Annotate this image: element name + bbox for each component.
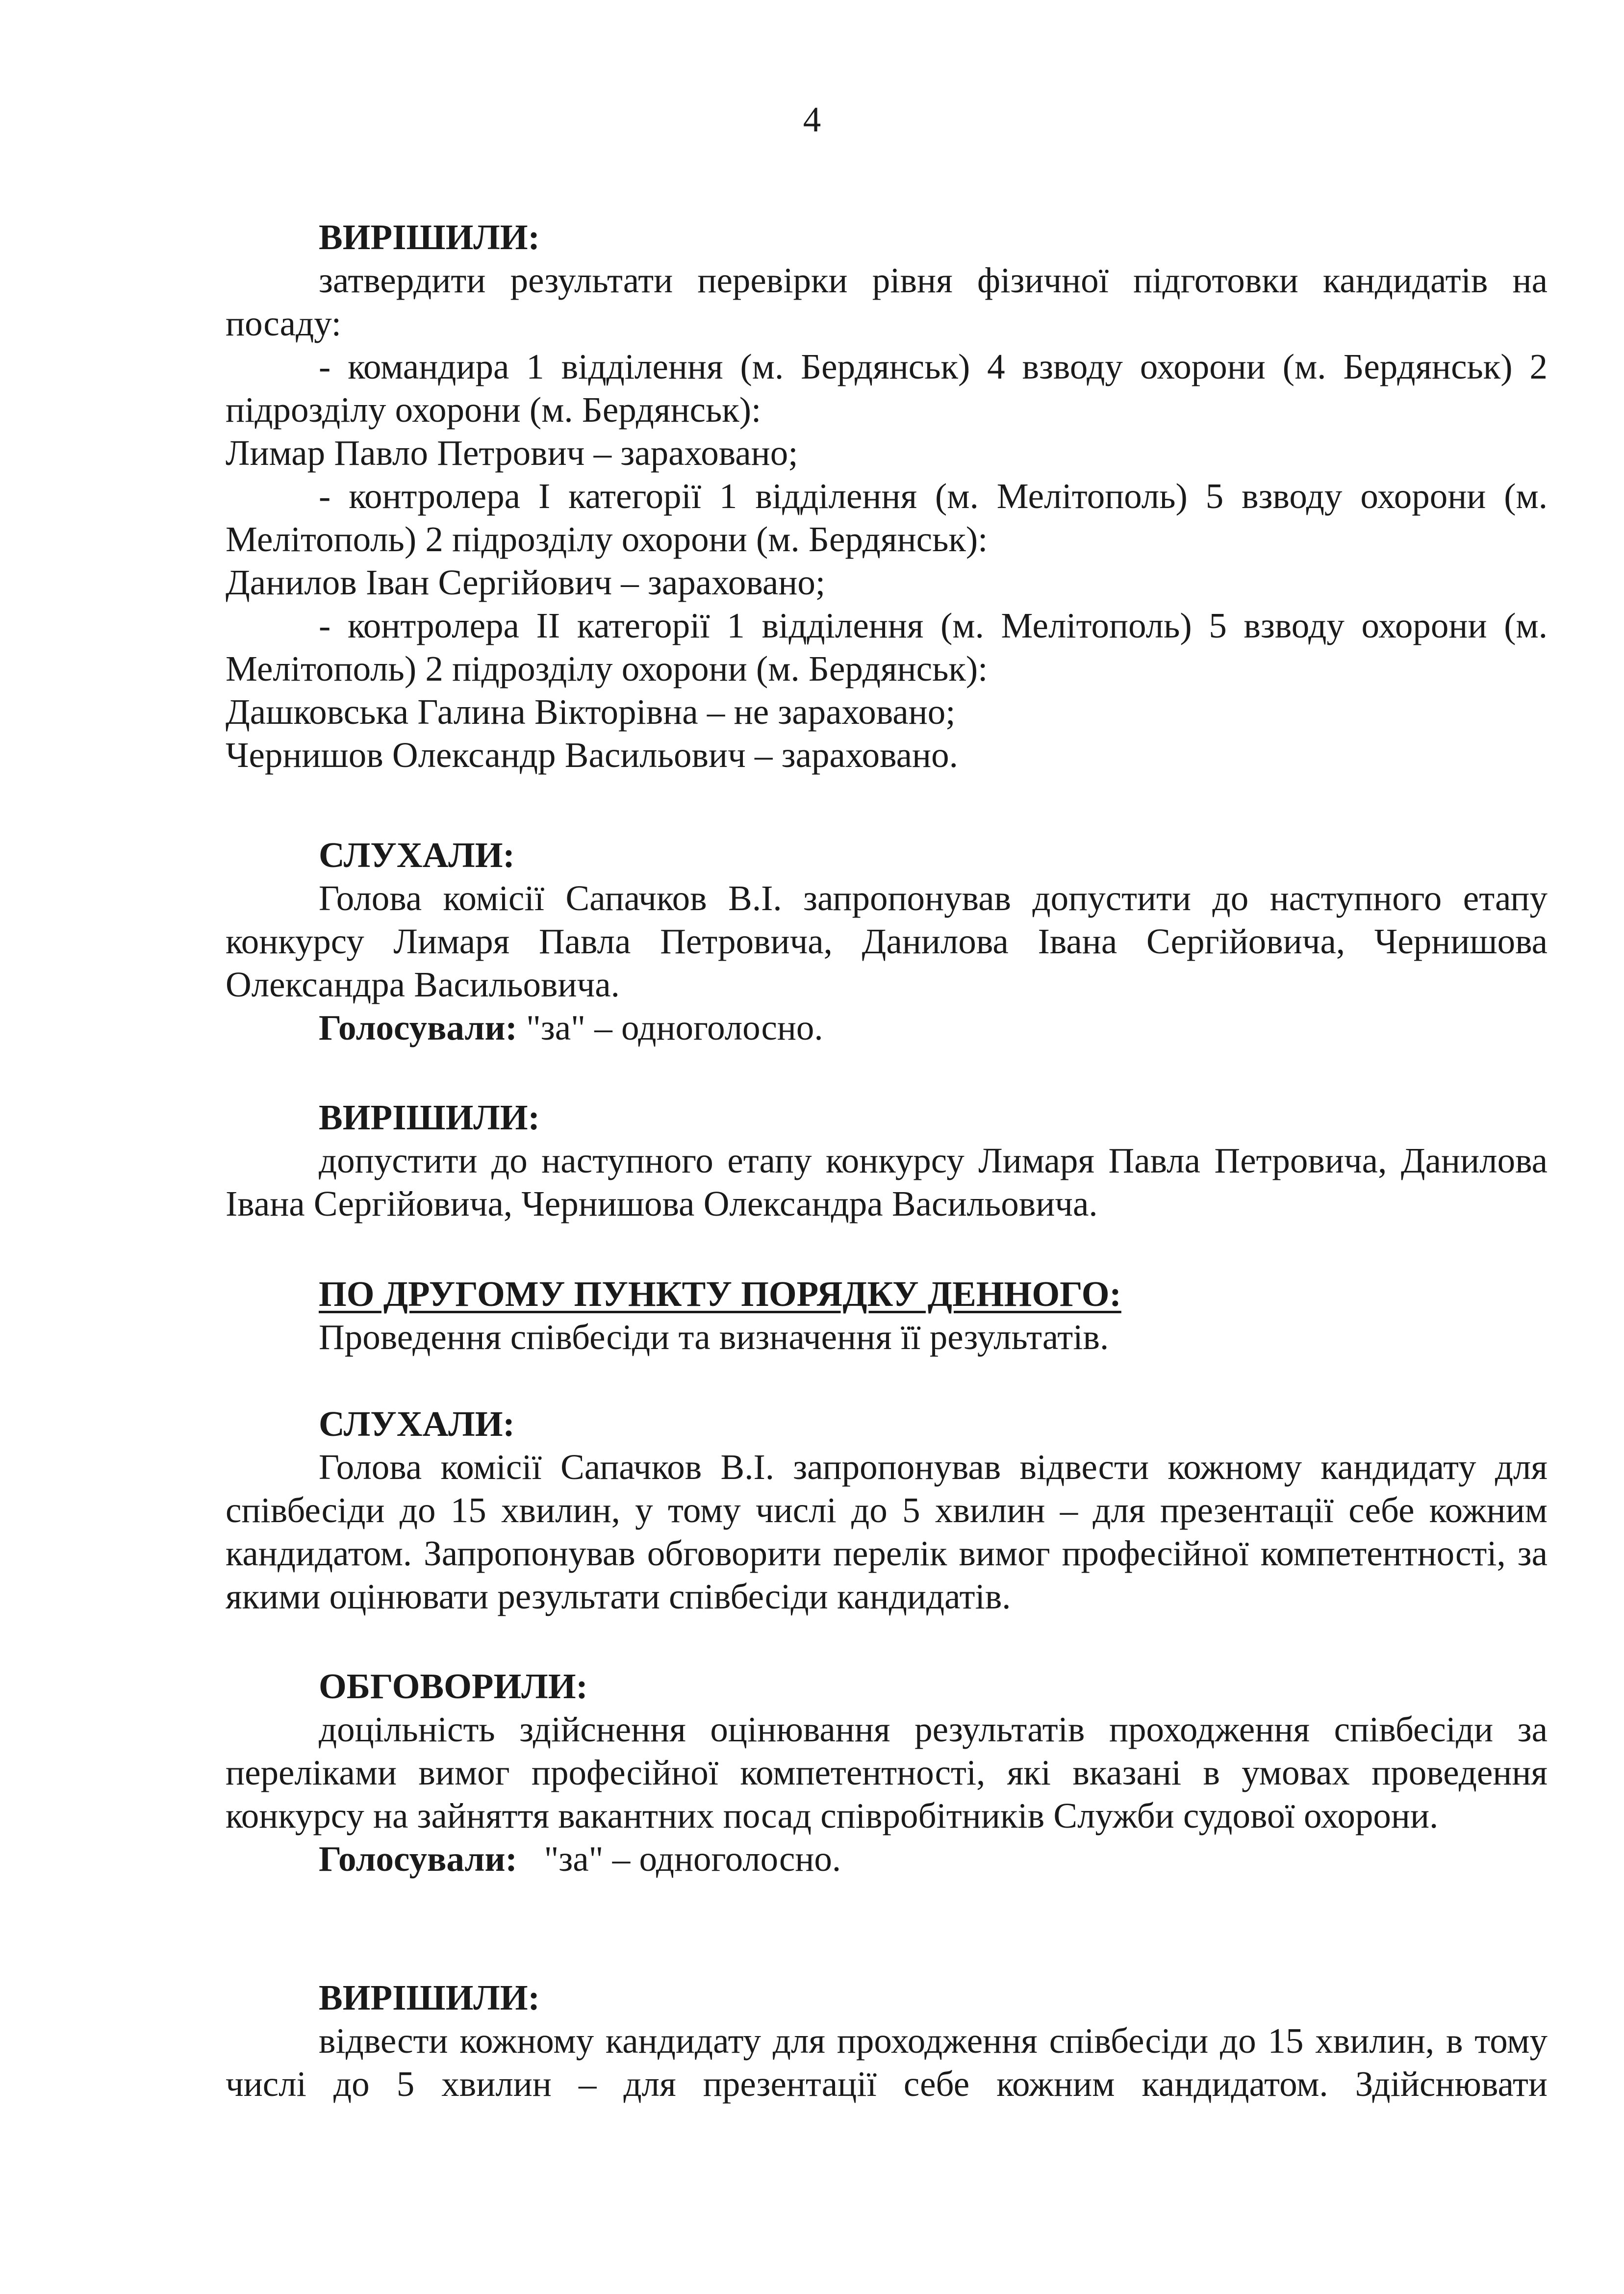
candidate-result: Дашковська Галина Вікторівна – не зараховано; [226, 692, 956, 732]
position-item: - командира 1 відділення (м. Бердянськ) 4 взводу охорони (м. Бердянськ) 2 підрозділу охорони (м. Бердянськ): [226, 347, 1548, 430]
agenda-heading: ПО ДРУГОМУ ПУНКТУ ПОРЯДКУ ДЕННОГО: [319, 1274, 1121, 1314]
vote-value: "за" – одноголосно. [517, 1008, 823, 1047]
section-text: Голова комісії Сапачков В.І. запропонував допустити до наступного етапу конкурсу Лимаря Павла Петровича, Данилова Івана Сергійовича, Чернишова Олександра Васильовича. [226, 878, 1548, 1004]
section-heading: СЛУХАЛИ: [319, 1404, 515, 1444]
page-number: 4 [803, 100, 821, 139]
vote-line [226, 1006, 1548, 1049]
decision-section-3 [226, 1976, 1548, 2106]
vote-line [226, 1837, 1548, 1881]
decision-section-2 [226, 1096, 1548, 1225]
heard-section-1 [226, 834, 1548, 1049]
vote-value: "за" – одноголосно. [517, 1839, 841, 1879]
section-heading: СЛУХАЛИ: [319, 835, 515, 875]
section-text: допустити до наступного етапу конкурсу Лимаря Павла Петровича, Данилова Івана Сергійовича, Чернишова Олександра Васильовича. [226, 1141, 1548, 1223]
decision-intro: затвердити результати перевірки рівня фізичної підготовки кандидатів на посаду: [226, 260, 1548, 343]
section-heading: ВИРІШИЛИ: [319, 1097, 540, 1137]
section-heading: ОБГОВОРИЛИ: [319, 1666, 588, 1706]
section-text: доцільність здійснення оцінювання результатів проходження співбесіди за переліками вимог професійної компетентності, які вказані в умовах проведення конкурсу на зайняття вакантних посад співробітників Служби судової охорони. [226, 1709, 1548, 1835]
section-text: відвести кожному кандидату для проходження співбесіди до 15 хвилин, в тому числі до 5 хвилин – для презентації себе кожним кандидатом. Здійснювати [226, 2021, 1548, 2104]
section-heading: ВИРІШИЛИ: [319, 1978, 540, 2017]
position-item: - контролера II категорії 1 відділення (м. Мелітополь) 5 взводу охорони (м. Мелітополь) 2 підрозділу охорони (м. Бердянськ): [226, 606, 1548, 688]
decision-section-1 [226, 216, 1548, 777]
discussed-section [226, 1665, 1548, 1881]
section-text: Голова комісії Сапачков В.І. запропонував відвести кожному кандидату для співбесіди до 15 хвилин, у тому числі до 5 хвилин – для презентації себе кожним кандидатом. Запропонував обговорити перелік вимог професійної компетентності, за якими оцінювати результати співбесіди кандидатів. [226, 1447, 1548, 1616]
candidate-result: Данилов Іван Сергійович – зараховано; [226, 562, 826, 602]
section-heading: ВИРІШИЛИ: [319, 217, 540, 257]
vote-label: Голосували: [319, 1839, 517, 1879]
position-item: - контролера I категорії 1 відділення (м. Мелітополь) 5 взводу охорони (м. Мелітополь) 2 підрозділу охорони (м. Бердянськ): [226, 476, 1548, 559]
agenda-text: Проведення співбесіди та визначення її результатів. [319, 1317, 1109, 1357]
candidate-result: Чернишов Олександр Васильович – зараховано. [226, 735, 958, 775]
vote-label: Голосували: [319, 1008, 517, 1047]
candidate-result: Лимар Павло Петрович – зараховано; [226, 433, 798, 473]
agenda-item-2 [226, 1273, 1548, 1359]
heard-section-2 [226, 1402, 1548, 1618]
